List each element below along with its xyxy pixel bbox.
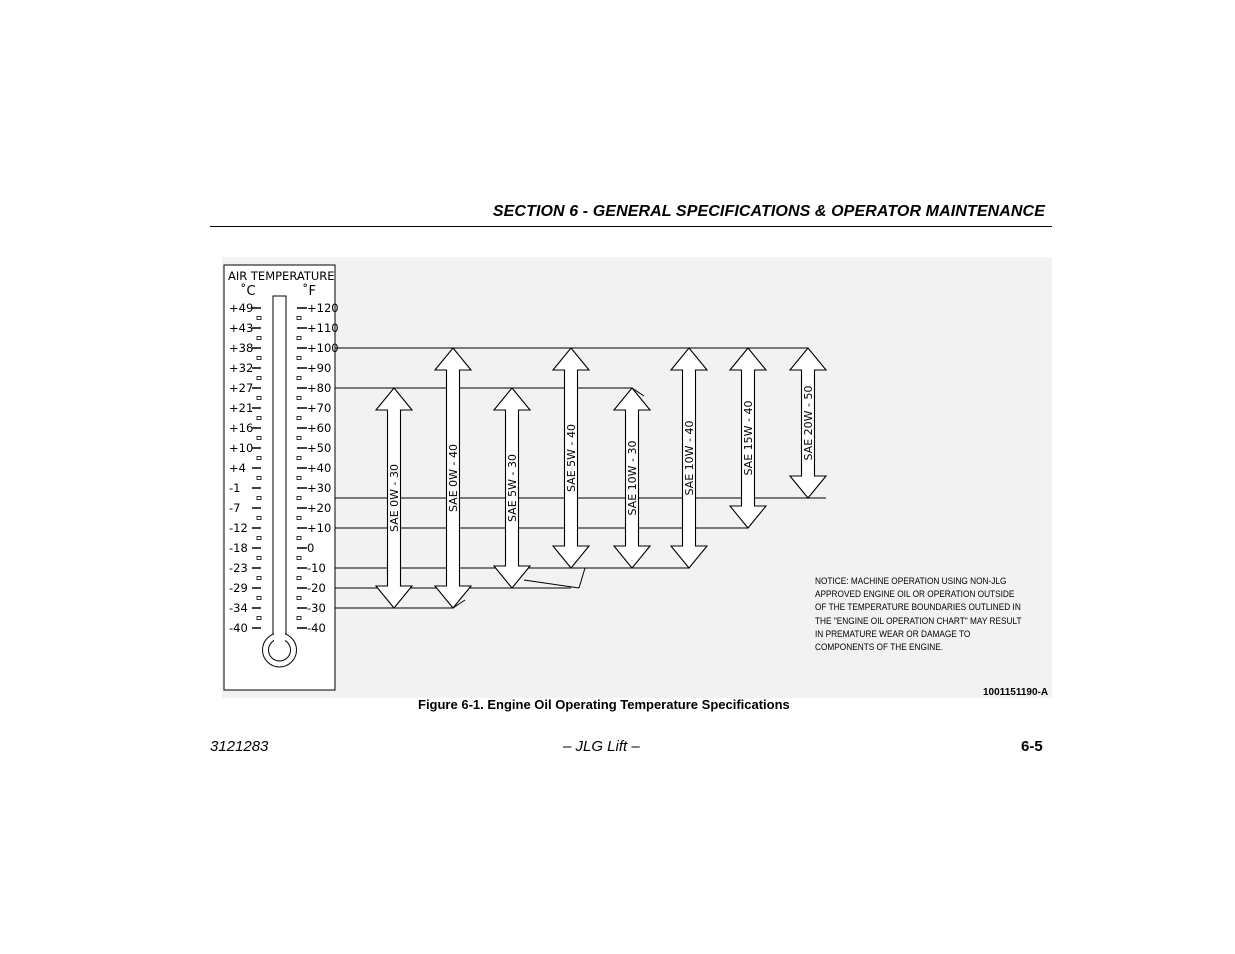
fahrenheit-tick-label: +110 (307, 321, 339, 335)
fahrenheit-tick-label: +60 (307, 421, 332, 435)
fahrenheit-tick-label: -30 (307, 601, 326, 615)
oil-grade-label: SAE 0W - 40 (447, 444, 460, 512)
celsius-tick-label: +10 (229, 441, 254, 455)
section-header (210, 202, 1052, 227)
notice-line: NOTICE: MACHINE OPERATION USING NON-JLG (815, 576, 1007, 586)
fahrenheit-tick-label: +10 (307, 521, 332, 535)
fahrenheit-tick-label: +120 (307, 301, 339, 315)
fahrenheit-tick-label: -40 (307, 621, 326, 635)
document-number: 3121283 (210, 738, 269, 755)
oil-grade-label: SAE 10W - 30 (626, 440, 639, 516)
notice-text (815, 575, 1022, 654)
fahrenheit-tick-label: +100 (307, 341, 339, 355)
boundary-line (579, 568, 585, 588)
fahrenheit-tick-label: -10 (307, 561, 326, 575)
thermometer-bulb-inner (269, 639, 291, 661)
celsius-tick-label: -1 (229, 481, 241, 495)
celsius-tick-label: +4 (229, 461, 246, 475)
celsius-unit-label: ˚C (240, 284, 256, 299)
thermometer-neck (274, 629, 285, 641)
fahrenheit-tick-label: +50 (307, 441, 332, 455)
oil-grade-label: SAE 15W - 40 (742, 400, 755, 476)
boundary-line (524, 580, 579, 588)
celsius-tick-label: -40 (229, 621, 248, 635)
celsius-tick-label: +43 (229, 321, 254, 335)
oil-grade-label: SAE 5W - 30 (506, 454, 519, 522)
fahrenheit-unit-label: ˚F (302, 284, 316, 299)
notice-line: APPROVED ENGINE OIL OR OPERATION OUTSIDE (815, 589, 1015, 600)
oil-grade-label: SAE 10W - 40 (683, 420, 696, 496)
celsius-tick-label: +16 (229, 421, 254, 435)
notice-line: COMPONENTS OF THE ENGINE. (815, 642, 944, 653)
oil-grade-label: SAE 5W - 40 (565, 424, 578, 492)
celsius-tick-label: +27 (229, 381, 254, 395)
fahrenheit-tick-label: +30 (307, 481, 332, 495)
notice-line: IN PREMATURE WEAR OR DAMAGE TO (815, 628, 971, 639)
celsius-tick-label: +38 (229, 341, 254, 355)
fahrenheit-tick-label: +20 (307, 501, 332, 515)
celsius-tick-label: -29 (229, 581, 248, 595)
figure-caption: Figure 6-1. Engine Oil Operating Temperature Specifications (418, 697, 790, 712)
footer-brand: – JLG Lift – (563, 738, 640, 755)
celsius-tick-label: -7 (229, 501, 241, 515)
notice-line: THE "ENGINE OIL OPERATION CHART" MAY RESULT (815, 615, 1022, 626)
celsius-tick-label: -23 (229, 561, 248, 575)
oil-arrows (376, 348, 826, 608)
oil-grade-label: SAE 0W - 30 (388, 464, 401, 532)
notice-line: OF THE TEMPERATURE BOUNDARIES OUTLINED IN (815, 602, 1021, 613)
thermometer-title: AIR TEMPERATURE (228, 269, 335, 283)
section-title: SECTION 6 - GENERAL SPECIFICATIONS & OPERATOR MAINTENANCE (492, 203, 1045, 220)
celsius-tick-label: -34 (229, 601, 248, 615)
figure-id: 1001151190-A (983, 687, 1049, 698)
celsius-tick-label: +21 (229, 401, 254, 415)
celsius-tick-label: +32 (229, 361, 254, 375)
fahrenheit-tick-label: +40 (307, 461, 332, 475)
celsius-tick-label: -18 (229, 541, 248, 555)
thermometer-tube (273, 296, 286, 641)
fahrenheit-tick-label: +80 (307, 381, 332, 395)
celsius-tick-label: -12 (229, 521, 248, 535)
fahrenheit-tick-label: +90 (307, 361, 332, 375)
oil-grade-label: SAE 20W - 50 (802, 385, 815, 461)
fahrenheit-tick-label: +70 (307, 401, 332, 415)
fahrenheit-tick-label: 0 (307, 541, 315, 555)
page-number: 6-5 (1021, 738, 1043, 755)
celsius-tick-label: +49 (229, 301, 254, 315)
fahrenheit-tick-label: -20 (307, 581, 326, 595)
